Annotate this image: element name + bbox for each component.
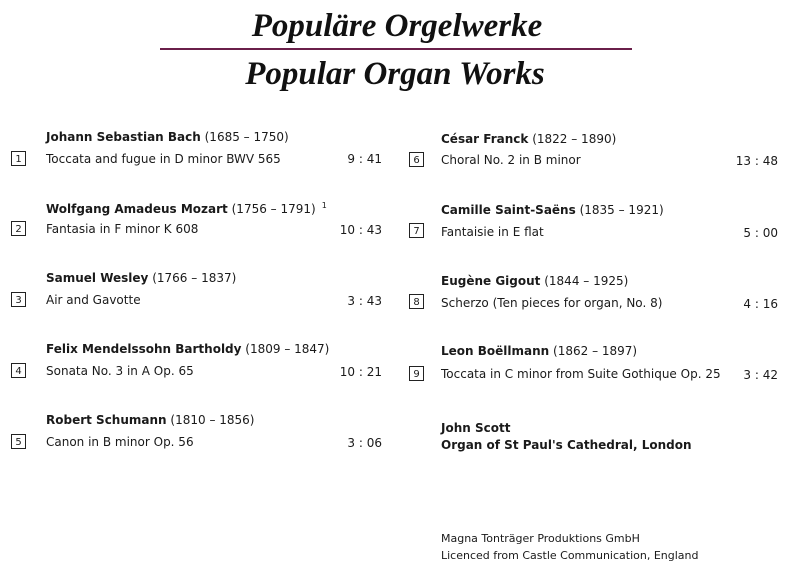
track-duration-8: 4 : 16 [743,297,778,311]
track-number-2: 2 [11,221,26,236]
track-duration-5: 3 : 06 [347,436,382,450]
performer-name: John Scott [441,421,511,435]
track-number-7: 7 [409,223,424,238]
title-divider [160,48,632,50]
track-duration-1: 9 : 41 [347,152,382,166]
track-work-3: Air and Gavotte [46,293,141,307]
composer-1: Johann Sebastian Bach (1685 – 1750) [46,130,289,144]
track-work-4: Sonata No. 3 in A Op. 65 [46,364,194,378]
credits-licence: Licenced from Castle Communication, England [441,549,699,562]
track-duration-3: 3 : 43 [347,294,382,308]
track-number-6: 6 [409,152,424,167]
composer-2: Wolfgang Amadeus Mozart (1756 – 1791) $^1$ [46,201,327,216]
track-number-9: 9 [409,366,424,381]
composer-8: Eugène Gigout (1844 – 1925) [441,274,629,288]
track-work-5: Canon in B minor Op. 56 [46,435,194,449]
composer-9: Leon Boëllmann (1862 – 1897) [441,344,638,358]
track-work-7: Fantaisie in E flat [441,225,544,239]
track-work-6: Choral No. 2 in B minor [441,153,581,167]
track-number-4: 4 [11,363,26,378]
track-number-8: 8 [409,294,424,309]
track-duration-9: 3 : 42 [743,368,778,382]
performer-role: Organ of St Paul's Cathedral, London [441,438,692,452]
track-work-1: Toccata and fugue in D minor BWV 565 [46,152,281,166]
track-number-3: 3 [11,292,26,307]
composer-6: César Franck (1822 – 1890) [441,132,617,146]
composer-7: Camille Saint-Saëns (1835 – 1921) [441,203,664,217]
title-german: Populäre Orgelwerke [251,8,543,44]
track-duration-4: 10 : 21 [339,365,382,379]
composer-5: Robert Schumann (1810 – 1856) [46,413,255,427]
composer-4: Felix Mendelssohn Bartholdy (1809 – 1847) [46,342,330,356]
track-work-2: Fantasia in F minor K 608 [46,222,199,236]
track-work-9: Toccata in C minor from Suite Gothique Op. 25 [441,367,721,381]
composer-3: Samuel Wesley (1766 – 1837) [46,271,237,285]
footnote-marker: 1 [321,201,327,210]
track-number-5: 5 [11,434,26,449]
track-duration-2: 10 : 43 [339,223,382,237]
title-english: Popular Organ Works [245,56,545,92]
credits-label: Magna Tonträger Produktions GmbH [441,532,640,545]
track-duration-7: 5 : 00 [743,226,778,240]
track-work-8: Scherzo (Ten pieces for organ, No. 8) [441,296,663,310]
track-number-1: 1 [11,151,26,166]
track-duration-6: 13 : 48 [735,154,778,168]
